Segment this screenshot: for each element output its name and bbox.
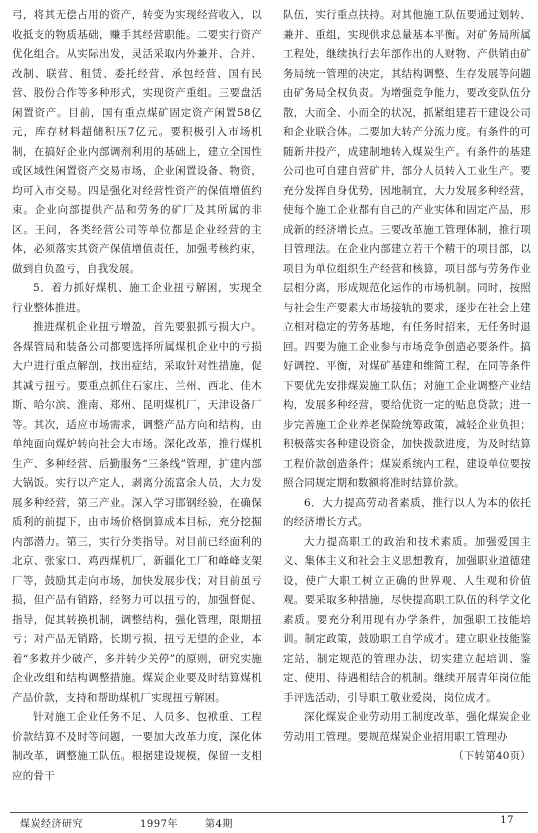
left-column	[12, 6, 262, 809]
journal-name: 煤炭经济研究	[20, 819, 83, 830]
paragraph: 针对施工企业任务不足、人员多、包袱重、工程价款结算不及时等问题，一要加大改革力度，深化体制改革，调整施工队伍。根据建设规模，保留一支相应的骨干	[12, 711, 262, 782]
section-heading: 5．着力抓好煤机、施工企业扭亏解困，实现全行业整体推进。	[12, 282, 262, 314]
issue-number: 第4期	[205, 819, 233, 830]
section-heading: 6．大力提高劳动者素质，推行以人为本的依托的经济增长方式。	[283, 496, 531, 528]
paragraph: 大力提高职工的政治和技术素质。加强爱国主义、集体主义和社会主义思想教育，加强职业道德建设，使广大职工树立正确的世界观、人生观和价值观。要采取多种措施，尽快提高职工队伍的科学文化素质。要充分利用现有办学条件，加强职工技能培训。制定政策，鼓励职工自学成才。建立职业技能鉴定站，制定规范的管理办法，切实建立起培训、鉴定、使用、待遇相结合的机制。继续开展青年岗位能手评选活动，引导职工敬业爱岗，岗位成才。	[283, 535, 531, 704]
paragraph: 队伍，实行重点扶持。对其他施工队伍要通过划转、兼并、重组，实现供求总量基本平衡。对矿务局所属工程处，继续执行去年部作出的人财物、产供销由矿务局统一管理的决定，其结构调整、生存发展等问题由矿务局全权负责。为增强竞争能力，要改变队伍分散，大而全、小而全的状况，抓紧组建若干建设公司和企业联合体。二要加大转产分流力度。有条件的可随新井投产，成建制地转入煤炭生产。有条件的基建公司也可自建自营矿井，部分人员转入工业生产。要充分发挥自身优势，因地制宜，大力发展多种经营，使每个施工企业都有自己的产业实体和固定产品，形成新的经济增长点。三要改革施工管理体制，推行项目管理法。在企业内部建立若干个精干的项目部，以项目为单位组织生产经营和核算，项目部与劳务作业层相分离，形成规范化运作的市场机制。同时，按照与社会生产要素大市场接轨的要求，逐步在社会上建立相对稳定的劳务基地，有任务时招来，无任务时退回。四要为施工企业参与市场竞争创造必要条件。搞好调控、平衡，对煤矿基建和维简工程，在同等条件下要优先安排煤炭施工队伍；对施工企业调整产业结构，发展多种经营，要给优资一定的贴息贷款；进一步完善施工企业养老保险统筹政策，减轻企业负担；积极落实各种建设资金，加快拨款进度，为及时结算工程价款创造条件；煤炭系统内工程，建设单位要按照合同规定期和数额将准时结算价款。	[283, 9, 531, 489]
paragraph: 推进煤机企业扭亏增盈，首先要狠抓亏损大户。各煤管局和装备公司都要选择所属煤机企业中的亏损大户进行重点解剖，找出症结，采取针对性措施，促其减亏扭亏。要重点抓住石家庄、兰州、西北、佳木斯、哈尔滨、淮南、郑州、昆明煤机厂，天津设备厂等。其次，适应市场需求，调整产品方向和结构，由单纯面向煤炉转向社会大市场。深化改革，推行煤机生产、多种经营、后勤服务“三条线”管理，扩建内部大锅饭。实行以产定人，剥离分流富余人员，大力发展多种经营，第三产业。深入学习邯钢经验，在确保质利的前提下，由市场价格倒算成本目标，充分挖掘内部潜力。第三，实行分类指导。对目前已经面利的北京、张家口、鸡西煤机厂，新疆化工厂和峰峰支架厂等，鼓励其走向市场，加快发展步伐；对目前虽亏损，但产品有销路，经努力可以扭亏的，加强督促、指导，促其转换机制，调整结构，强化管理，限期扭亏；对产品无销路，长期亏损，扭亏无望的企业，本着“多救并少破产，多并转少关停”的原则，研究实施企业改组和结构调整措施。煤炭企业要及时结算煤机产品价款，支持和帮助煤机厂实现扭亏解困。	[12, 321, 262, 704]
right-column	[283, 6, 531, 809]
footer-divider	[10, 812, 528, 813]
page-number: 17	[500, 815, 514, 826]
paragraph: （下转第40页）	[453, 750, 531, 762]
publication-year: 1997年	[140, 819, 178, 830]
paragraph: 弓，将其无偿占用的资产，转变为实现经营收入，以收抵支的物质基础，赚手其经营职能。二要实行资产优化组合。从实际出发，灵活采取内外兼并、合并、改制、联营、租赁、委托经营、承包经营、国有民营、股份合作等多种形式，实现资产重组。三要盘活闲置资产。目前，国有重点煤矿固定资产闲置58亿元，库存材料超储积压7亿元。要积极引入市场机制，在搞好企业内部调剂利用的基础上，建立全国性或区域性闲置资产交易市场，企业闲置设备、物资，均可入市交易。四是强化对经营性资产的保值增值约束。企业向部提供产品和劳务的矿厂及其所属的非区。王问，各类经营公司等单位都是企业经营的主体，必须落实其资产保值增值责任，加强考核约束，做到自负盈亏，自我发展。	[12, 9, 262, 275]
paragraph: 深化煤炭企业劳动用工制度改革，强化煤炭企业劳动用工管理。要规范煤炭企业招用职工管理办	[283, 711, 531, 743]
page-footer	[0, 815, 538, 833]
